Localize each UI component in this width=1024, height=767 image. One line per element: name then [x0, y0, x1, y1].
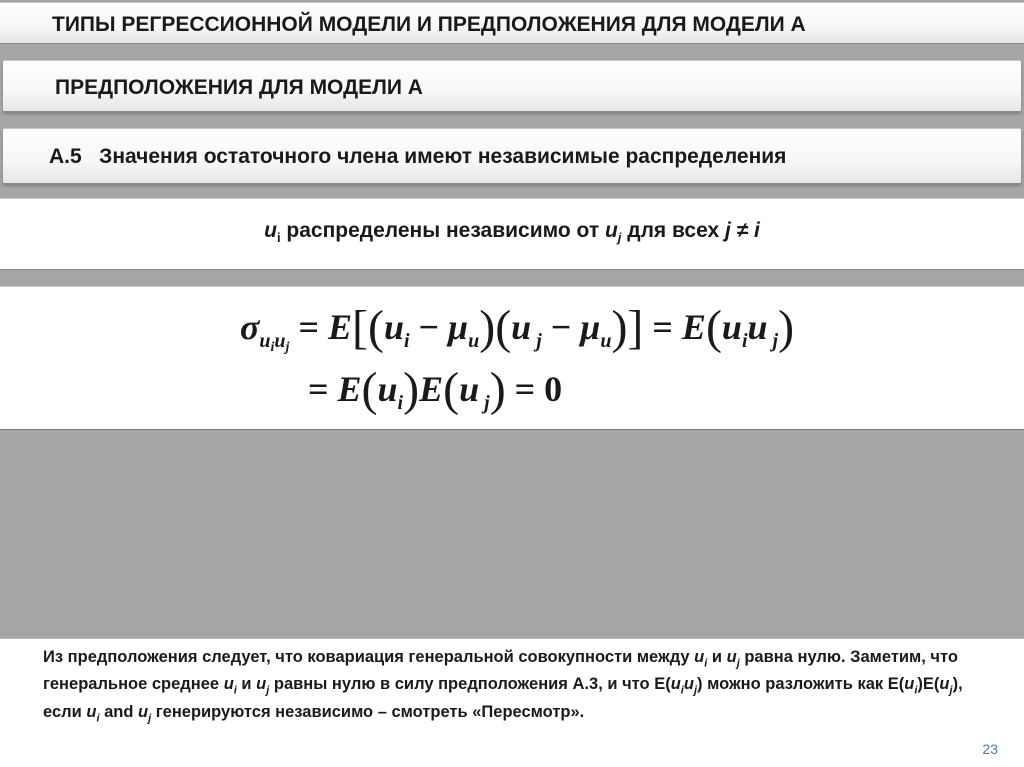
assumption-band — [3, 128, 1021, 184]
slide-subtitle: ПРЕДПОЛОЖЕНИЯ ДЛЯ МОДЕЛИ А — [55, 76, 423, 99]
explanation-text: Из предположения следует, что ковариация генеральной совокупности между $u_i$ и $u_j$ равна нулю. Заметим, что генеральное среднее $u_i$ и $u_j$ равны нулю в силу предположения A.3, и что $E(u_iu_j)$ можно разложить как $E(u_i)E(u_j)$, если $u_i$ and $u_j$ генерируются независимо – смотреть «Пересмотр». — [43, 648, 963, 724]
page-number: 23 — [982, 741, 998, 757]
slide-title: ТИПЫ РЕГРЕССИОННОЙ МОДЕЛИ И ПРЕДПОЛОЖЕНИЯ ДЛЯ МОДЕЛИ А — [52, 13, 806, 36]
subtitle-band — [3, 60, 1021, 112]
statement-band — [0, 198, 1024, 270]
assumption-heading: A.5 Значения остаточного члена имеют независимые распределения — [49, 145, 787, 168]
explanation-panel — [0, 638, 1024, 767]
covariance-formula-line1: $\sigma_{u_iu_j} = E[(u_i - \mu_u)(u$ $_j - \mu_u)] = E(u_iu$ $_j$) — [240, 301, 795, 355]
covariance-formula-line2: = $E(u_i)E(u$ $_j$) = 0 — [308, 363, 563, 416]
independence-statement: $u_i$ распределены независимо от $u_j$ для всех j ≠ i — [264, 219, 760, 246]
title-band — [0, 2, 1024, 44]
